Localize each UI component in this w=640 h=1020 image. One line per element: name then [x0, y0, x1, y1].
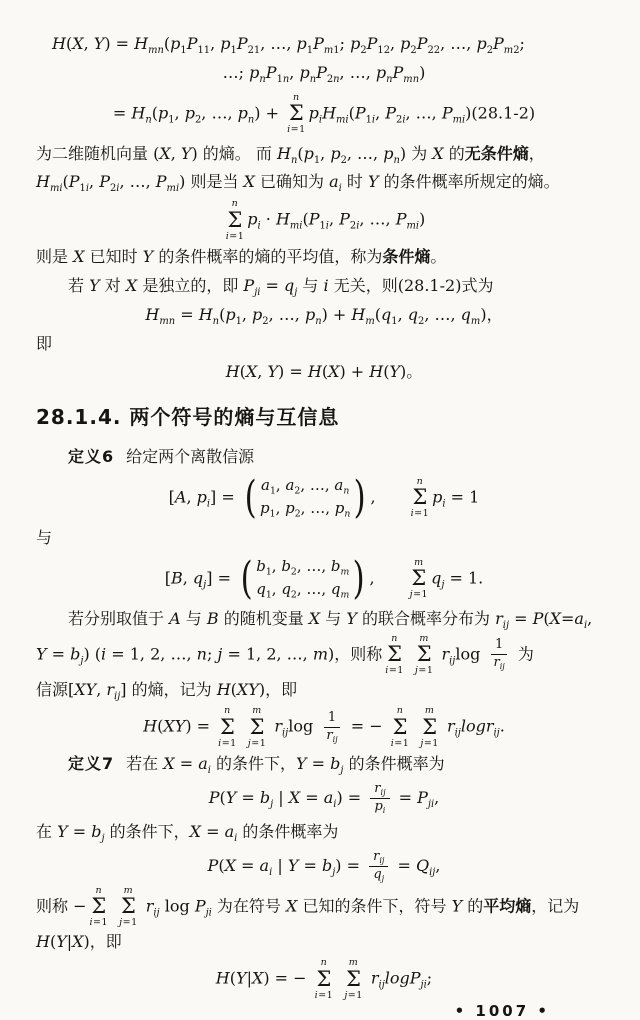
fraction: $\frac{r_{ij}}{p_i}$	[370, 781, 389, 816]
equation-28-1-2-line2: …; $p_nP_{1n}$, $p_nP_{2n}$, …, $p_nP_{mn}$)	[222, 62, 426, 85]
matrix: ( $a_1$, $a_2$, …, $a_n$ $p_1$, $p_2$, …, $p_n$ )	[244, 472, 366, 524]
sigma-sum: n Σ i=1	[390, 705, 410, 749]
paragraph-independence: 若 Y 对 X 是独立的，即 $P_{ji} = q_j$ 与 i 无关，则(28.1-2)式为	[68, 275, 494, 298]
equation-conditional-entropy-sum: n Σ i=1 $p_i \cdot H_{mi}(P_{1i}$, $P_{2i}$, …, $P_{mi}$)	[225, 198, 426, 242]
fraction: $\frac{1}{r_{ij}}$	[322, 710, 341, 745]
sigma-sum: m Σ j=1	[119, 884, 138, 929]
paragraph-average-entropy-line1: 则称 − n Σ i=1 m Σ j=1 $r_{ij}$ $\log P_{ji}$ 为在符号 X 已知的条件下，符号 Y 的平均熵，记为	[36, 884, 580, 929]
sigma-sum: m Σ j=1	[409, 556, 429, 601]
definition-6-label: 定义6	[68, 447, 115, 467]
fraction: $\frac{1}{r_{ij}}$	[489, 637, 508, 672]
sigma-sum: n Σ i=1	[287, 91, 306, 136]
word-and: 与	[36, 528, 53, 547]
page-number: • 1007 •	[454, 1002, 550, 1020]
equation-source-A: [A, $p_i$] = ( $a_1$, $a_2$, …, $a_n$ $p_1$, $p_2$, …, $p_n$ ) , n Σ i=1 $p_i = 1$	[168, 472, 480, 524]
definition-7	[36, 750, 612, 779]
paragraph-joint-distribution-line3: 信源[XY, $r_{ij}$] 的熵，记为 H(XY)，即	[36, 679, 298, 702]
sigma-sum: n Σ i=1	[314, 957, 334, 1001]
equation-conditional-prob-x-given-y: $P(X = a_i$ | $Y = b_j$) = $\frac{r_{ij}}{q_j}$ = $Q_{ij}$,	[207, 848, 441, 883]
sigma-sum: n Σ i=1	[89, 884, 109, 929]
paragraph-entropy-explanation-line2: $H_{mi}(P_{1i}$, $P_{2i}$, …, $P_{mi}$) 则是当 X 已确知为 $a_i$ 时 Y 的条件概率所规定的熵。	[36, 172, 560, 195]
definition-6	[36, 443, 612, 472]
sigma-sum: n Σ i=1	[218, 705, 237, 749]
fraction: $\frac{r_{ij}}{q_j}$	[369, 849, 388, 884]
definition-6-text: 给定两个离散信源	[126, 447, 255, 467]
equation-hmn-independent: $H_{mn} = H_n(p_1$, $p_2$, …, $p_n) + H_m(q_1$, $q_2$, …, $q_m$)，	[145, 304, 503, 327]
equation-additivity: H(X, Y) = H(X) + H(Y)。	[225, 362, 423, 382]
equation-joint-entropy-hxy: H(XY) = n Σ i=1 m Σ j=1 $r_{ij}\log$ $\frac{1}{r_{ij}}$ = − n Σ i=1 m Σ j=1 $r_{ij}\log r_{ij}$.	[143, 705, 505, 749]
paragraph-conditional-entropy: 则是 X 已知时 Y 的条件概率的熵的平均值，称为条件熵。	[36, 247, 447, 267]
word-namely: 即	[36, 333, 53, 353]
equation-source-B: [B, $q_j$] = ( $b_1$, $b_2$, …, $b_m$ $q_1$, $q_2$, …, $q_m$ ) , m Σ j=1 $q_j = 1$.	[164, 553, 484, 605]
sigma-sum: m Σ j=1	[414, 632, 434, 677]
paragraph-average-entropy-line2: H(Y|X)，即	[36, 931, 122, 951]
sigma-sum: m Σ j=1	[344, 957, 363, 1001]
paragraph-joint-distribution-line1: 若分别取值于 A 与 B 的随机变量 X 与 Y 的联合概率分布为 $r_{ij} = P(X=a_i$,	[68, 608, 593, 631]
paragraph-entropy-explanation-line1: 为二维随机向量 (X, Y) 的熵。 而 $H_n(p_1$, $p_2$, …, $p_n$) 为 X 的无条件熵，	[36, 143, 545, 166]
paragraph-conditional-x-given-y: 在 $Y = b_j$ 的条件下，$X = a_i$ 的条件概率为	[36, 822, 339, 844]
section-heading-28-1-4: 28.1.4. 两个符号的熵与互信息	[36, 405, 340, 430]
paragraph-joint-distribution-line2: $Y = b_j$) (i = 1, 2, …, n; j = 1, 2, …, m)，则称 n Σ i=1 m Σ j=1 $r_{ij}\log$ $\frac{1}{r_{ij}}$ 为	[36, 632, 534, 677]
equation-28-1-2-line3: = $H_n(p_1$, $p_2$, …, $p_n$) + n Σ i=1 $p_iH_{mi}(P_{1i}$, $P_{2i}$, …, $P_{mi})(28.1-2)$	[112, 91, 536, 136]
sigma-sum: m Σ j=1	[420, 705, 439, 749]
equation-conditional-entropy-h-y-given-x: H(Y|X) = − n Σ i=1 m Σ j=1 $r_{ij}\log P_{ji}$;	[215, 957, 433, 1001]
equation-conditional-prob-y-given-x: $P(Y = b_j$ | $X = a_i$) = $\frac{r_{ij}}{p_i}$ = $P_{ji}$,	[208, 781, 440, 816]
sigma-sum: n Σ i=1	[385, 632, 404, 677]
sigma-sum: n Σ i=1	[225, 198, 245, 242]
matrix: ( $b_1$, $b_2$, …, $b_m$ $q_1$, $q_2$, …, $q_m$ )	[240, 553, 365, 605]
equation-28-1-2-line1: H(X, $Y) = H_{mn}(p_1P_{11}$, $p_1P_{21}$, …, $p_1P_{m1}$; $p_2P_{12}$, $p_2P_{22}$, …, $p_2P_{m2}$;	[52, 34, 525, 56]
sigma-sum: m Σ j=1	[247, 705, 267, 749]
definition-7-text: 若在 $X = a_i$ 的条件下，$Y = b_j$ 的条件概率为	[126, 754, 445, 777]
definition-7-label: 定义7	[68, 754, 115, 774]
sigma-sum: n Σ i=1	[410, 475, 430, 520]
